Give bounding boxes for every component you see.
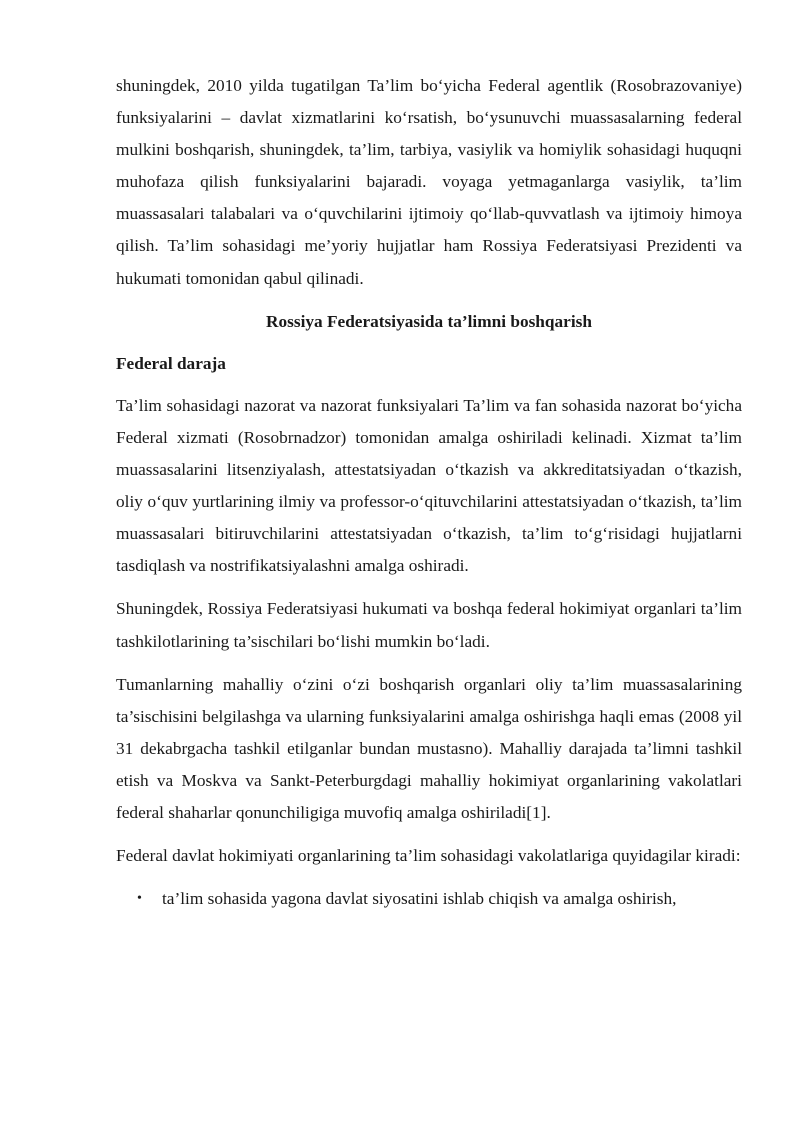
list-item-text: ta’lim sohasida yagona davlat siyosatini ishlab chiqish va amalga oshirish, (162, 889, 677, 909)
paragraph-federal-powers: Federal davlat hokimiyati organlarining ta’lim sohasidagi vakolatlariga quyidagilar kiradi: (116, 846, 741, 866)
subsection-title: Federal daraja (116, 353, 226, 373)
document-page (116, 70, 742, 915)
list-item (116, 883, 742, 915)
section-title: Rossiya Federatsiyasida ta’limni boshqarish (266, 311, 592, 331)
bullet-icon: • (137, 891, 142, 907)
paragraph-rosobrnadzor: Ta’lim sohasidagi nazorat va nazorat funksiyalari Ta’lim va fan sohasida nazorat bo‘yicha Federal xizmati (Rosobrnadzor) tomonidan amalga oshiriladi kelinadi. Xizmat ta’lim muassasalarini litsenziyalash, attestatsiyadan o‘tkazish va akkreditatsiyadan o‘tkazish, oliy o‘quv yurtlarining ilmiy va professor-o‘qituvchilarini attestatsiyadan o‘tkazish, ta’lim muassasalari bitiruvchilarini attestatsiyadan o‘tkazish, ta’lim to‘g‘risidagi hujjatlarni tasdiqlash va nostrifikatsiyalashni amalga oshiradi. (116, 395, 742, 576)
paragraph-intro: shuningdek, 2010 yilda tugatilgan Ta’lim bo‘yicha Federal agentlik (Rosobrazovaniye) funksiyalarini – davlat xizmatlarini ko‘rsatish, bo‘ysunuvchi muassasalarning federal mulkini boshqarish, shuningdek, ta’lim, tarbiya, vasiylik va homiylik sohasidagi huquqni muhofaza qilish funksiyalarini bajaradi. voyaga yetmaganlarga vasiylik, ta’lim muassasalari talabalari va o‘quvchilarini ijtimoiy qo‘llab-quvvatlash va ijtimoiy himoya qilish. Ta’lim sohasidagi me’yoriy hujjatlar ham Rossiya Federatsiyasi Prezidenti va hukumati tomonidan qabul qilinadi. (116, 76, 742, 288)
powers-list (116, 883, 742, 915)
paragraph-founders: Shuningdek, Rossiya Federatsiyasi hukumati va boshqa federal hokimiyat organlari ta’lim tashkilotlarining ta’sischilari bo‘lishi mumkin bo‘ladi. (116, 599, 742, 651)
paragraph-local-government: Tumanlarning mahalliy o‘zini o‘zi boshqarish organlari oliy ta’lim muassasalarining ta’sischisini belgilashga va ularning funksiyalarini amalga oshirishga haqli emas (2008 yil 31 dekabrgacha tashkil etilganlar bundan mustasno). Mahalliy darajada ta’limni tashkil etish va Moskva va Sankt-Peterburgdagi mahalliy hokimiyat organlarining vakolatlari federal shaharlar qonunchiligiga muvofiq amalga oshiriladi[1]. (116, 674, 742, 822)
